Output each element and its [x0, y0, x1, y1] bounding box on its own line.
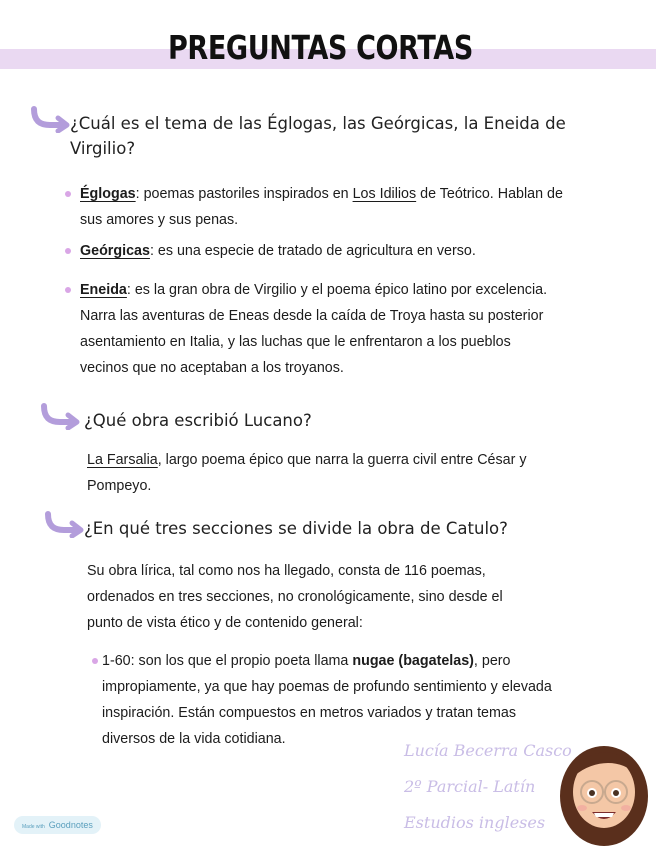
question-lucano: ¿Qué obra escribió Lucano?	[84, 411, 312, 430]
arrow-icon	[40, 402, 82, 430]
bullet-dot	[92, 658, 98, 664]
badge-brand: Goodnotes	[48, 820, 93, 830]
signature-degree: Estudios ingleses	[404, 813, 546, 832]
bullet-dot	[65, 191, 71, 197]
question-catulo: ¿En qué tres secciones se divide la obra de Catulo?	[84, 519, 508, 538]
arrow-icon	[30, 105, 72, 133]
page-title: PREGUNTAS CORTAS	[168, 28, 473, 67]
signature-name: Lucía Becerra Casco	[404, 741, 572, 760]
work-title-idilios: Los Idilios	[352, 186, 417, 202]
question-line: ¿Cuál es el tema de las Églogas, las Geórgicas, la Eneida de	[70, 114, 566, 133]
term-eglogas: Églogas	[80, 186, 136, 202]
signature-course: 2º Parcial- Latín	[404, 777, 536, 796]
arrow-icon	[44, 510, 86, 538]
bullet-dot	[65, 287, 71, 293]
goodnotes-badge	[14, 816, 101, 834]
bullet-dot	[65, 248, 71, 254]
answer-catulo-item: 1-60: son los que el propio poeta llama nugae (bagatelas), pero impropiamente, ya que hay poemas de profundo sentimiento y elevada inspiración. Están compuestos en metros variados y tratan temas diversos de la vida cotidiana.	[102, 653, 552, 747]
term-georgicas: Geórgicas	[80, 243, 150, 259]
term-eneida: Eneida	[80, 282, 127, 298]
question-virgilio	[70, 111, 566, 161]
answer-catulo-intro: Su obra lírica, tal como nos ha llegado, consta de 116 poemas, ordenados en tres secciones, no cronológicamente, sino desde el punto de vista ético y de contenido general:	[87, 563, 503, 631]
answer-lucano: La Farsalia, largo poema épico que narra la guerra civil entre César y Pompeyo.	[87, 452, 527, 494]
work-title-farsalia: La Farsalia	[87, 452, 158, 468]
badge-prefix: Made with	[22, 824, 45, 830]
answer-eglogas: Églogas: poemas pastoriles inspirados en Los Idilios de Teótrico. Hablan de sus amores y sus penas.	[80, 186, 563, 228]
avatar	[556, 730, 652, 846]
question-line: Virgilio?	[70, 139, 136, 158]
answer-eneida: Eneida: es la gran obra de Virgilio y el poema épico latino por excelencia. Narra las aventuras de Eneas desde la caída de Troya hasta su posterior asentamiento en Italia, y las luchas que le enfrentaron a los pueblos vecinos que no aceptaban a los troyanos.	[80, 282, 548, 376]
term-nugae: nugae (bagatelas)	[352, 653, 474, 669]
answer-georgicas: Geórgicas: es una especie de tratado de agricultura en verso.	[80, 243, 476, 259]
